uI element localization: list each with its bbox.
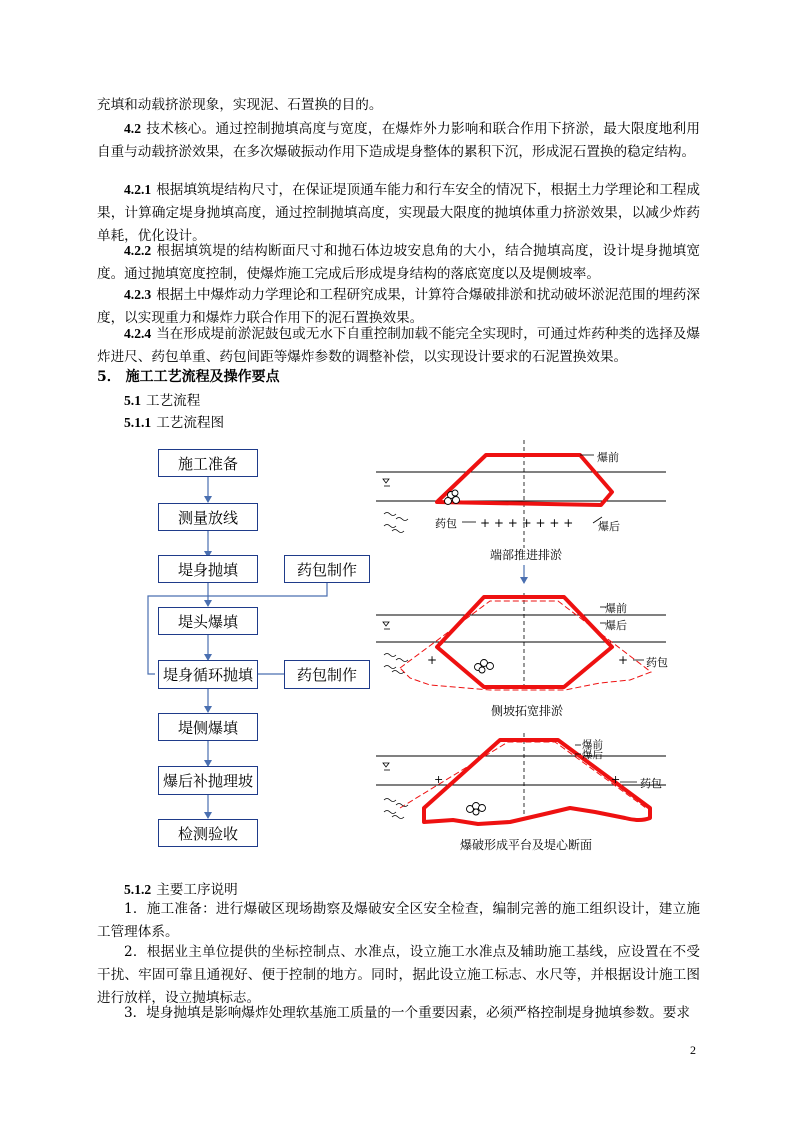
flow-step-charge-making-1: 药包制作 [284,555,370,583]
clause-text: 技术核心。通过控制抛填高度与宽度，在爆炸外力影响和联合作用下挤淤，最大限度地利用自重与动载挤淤效果，在多次爆破振动作用下造成堤身整体的累积下沉，形成泥石置换的稳定结构。 [97,121,700,160]
clause-number: 4.2.4 [124,326,152,341]
flow-step-cyclic-fill: 堤身循环抛填 [158,660,258,689]
flow-step-head-blasting: 堤头爆填 [158,607,258,635]
clause-text: 主要工序说明 [156,882,238,898]
page-number: 2 [690,1043,696,1057]
label-charge-2: 药包 [646,656,668,669]
svg-text:+: + [427,653,438,667]
clause-number: 4.2 [124,121,141,136]
flow-step-preparation: 施工准备 [158,449,258,477]
label-charge-3: 药包 [640,777,662,790]
clause-number: 5.1.2 [124,882,152,897]
clause-number: 5.1 [124,393,141,408]
section-heading-5: 5． 施工工艺流程及操作要点 [97,369,280,385]
flow-step-embankment-fill: 堤身抛填 [158,555,258,583]
clause-text: 根据填筑堤的结构断面尺寸和抛石体边坡安息角的大小，结合抛填高度，设计堤身抛填宽度。通过抛填宽度控制，使爆炸施工完成后形成堤身结构的落底宽度以及堤侧坡率。 [97,243,700,282]
paragraph-intro: 充填和动载挤淤现象，实现泥、石置换的目的。 [97,97,383,113]
flow-step-post-blast-trim: 爆后补抛理坡 [158,766,258,795]
paragraph-step-2: 2．根据业主单位提供的坐标控制点、水准点，设立施工水准点及辅助施工基线，应设置在不受干扰、牢固可靠且通视好、便于控制的地方。同时，据此设立施工标志、水尺等，并根据设计施工图进行放样，设立抛填标志。 [97,944,700,1006]
caption-end-advance: 端部推进排淤 [490,548,563,562]
clause-number: 4.2.2 [124,243,152,258]
label-before-1: 爆前 [597,451,619,464]
flow-step-inspection: 检测验收 [158,819,258,847]
paragraph-step-1: 1．施工准备：进行爆破区现场勘察及爆破安全区安全检查，编制完善的施工组织设计，建立施工管理体系。 [97,901,700,940]
clause-number: 5.1.1 [124,415,152,430]
caption-platform-section: 爆破形成平台及堤心断面 [460,838,593,852]
svg-text:+: + [434,773,444,786]
diagram-platform-section [376,733,666,824]
svg-text:+: + [611,773,621,786]
clause-text: 根据填筑堤结构尺寸，在保证堤顶通车能力和行车安全的情况下，根据土力学理论和工程成果，计算确定堤身抛填高度，通过控制抛填高度，实现最大限度的抛填体重力挤淤效果，以减少炸药单耗，优化设计。 [97,182,700,244]
label-before-2: 爆前 [605,602,627,615]
clause-text: 工艺流程 [146,393,201,409]
svg-text:+: + [618,653,629,667]
clause-text: 根据土中爆炸动力学理论和工程研究成果，计算符合爆破排淤和扰动破坏淤泥范围的埋药深度，以实现重力和爆炸力联合作用下的泥石置换效果。 [97,287,700,326]
flow-step-side-blasting: 堤侧爆填 [158,713,258,741]
subsection-5-1-2 [124,878,238,898]
caption-side-slope: 侧坡拓宽排淤 [491,704,564,718]
clause-text: 当在形成堤前淤泥鼓包或无水下自重控制加载不能完全实现时，可通过炸药种类的选择及爆炸进尺、药包单重、药包间距等爆炸参数的调整补偿，以实现设计要求的石泥置换效果。 [97,326,700,365]
clause-text: 工艺流程图 [156,415,225,431]
clause-number: 4.2.1 [124,182,152,197]
paragraph-step-3: 3．堤身抛填是影响爆炸处理软基施工质量的一个重要因素，必须严格控制堤身抛填参数。要求 [124,1005,690,1021]
svg-text:+ + + + + + +: + + + + + + + [480,516,574,530]
flow-step-survey: 测量放线 [158,503,258,531]
label-charge-1: 药包 [435,517,457,530]
clause-number: 4.2.3 [124,287,152,302]
label-after-1: 爆后 [598,520,620,533]
label-before-3: 爆前 [582,739,603,751]
diagram-end-advance [376,440,666,548]
label-after-2: 爆后 [605,619,627,632]
label-after-3: 爆后 [582,749,603,761]
flow-step-charge-making-2: 药包制作 [284,660,370,689]
